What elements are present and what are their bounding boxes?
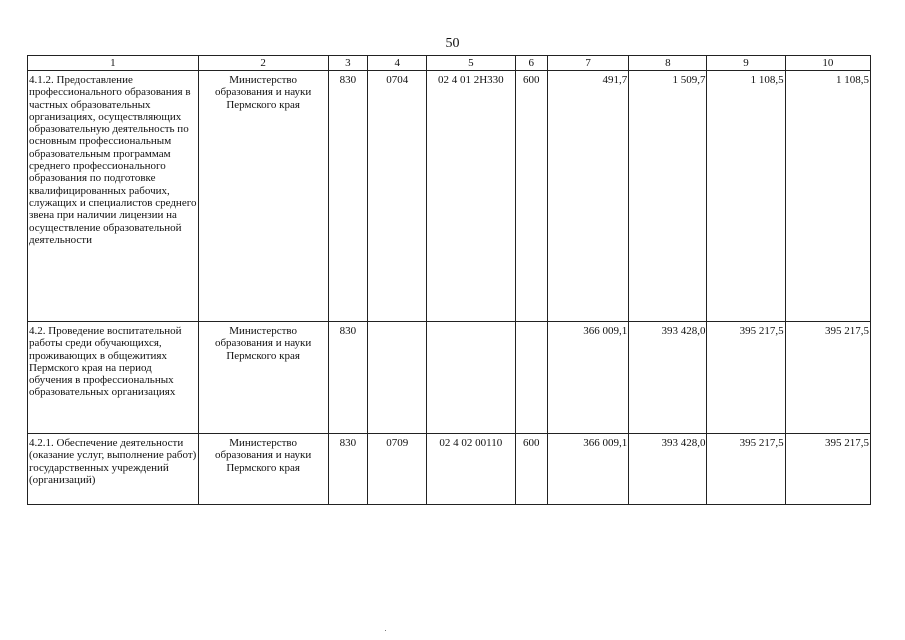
- amount-col9-cell: 1 108,5: [707, 71, 785, 322]
- expense-type-cell: 600: [515, 434, 548, 505]
- expense-type-cell: [515, 322, 548, 434]
- scan-artifact: [385, 630, 386, 631]
- amount-col9-cell: 395 217,5: [707, 322, 785, 434]
- amount-col9-cell: 395 217,5: [707, 434, 785, 505]
- amount-col10-cell: 1 108,5: [785, 71, 870, 322]
- amount-col8-cell: 393 428,0: [629, 434, 707, 505]
- activity-name-cell: 4.1.2. Предоставление профессионального образования в частных образовательных организациях, осуществляющих образовательную деятельность по основным профессиональным образовательным программам среднего профессионального образования по подготовке квалифицированных рабочих, служащих и специалистов среднего звена при наличии лицензии на осуществление образовательной деятельности: [28, 71, 199, 322]
- amount-col7-cell: 366 009,1: [548, 434, 629, 505]
- amount-col7-cell: 491,7: [548, 71, 629, 322]
- target-article-cell: [427, 322, 515, 434]
- grbs-code-cell: 830: [328, 322, 368, 434]
- column-header: 10: [785, 56, 870, 71]
- grbs-code-cell: 830: [328, 434, 368, 505]
- activity-name-cell: 4.2.1. Обеспечение деятельности (оказание услуг, выполнение работ) государственных учреждений (организаций): [28, 434, 199, 505]
- amount-col10-cell: 395 217,5: [785, 434, 870, 505]
- activity-name-cell: 4.2. Проведение воспитательной работы среди обучающихся, проживающих в общежитиях Пермского края на период обучения в профессиональных образовательных организациях: [28, 322, 199, 434]
- budget-table: [27, 55, 871, 505]
- page-number: 50: [445, 36, 460, 51]
- organization-cell: Министерство образования и науки Пермского края: [198, 322, 328, 434]
- amount-col8-cell: 393 428,0: [629, 322, 707, 434]
- section-code-cell: 0709: [368, 434, 427, 505]
- expense-type-cell: 600: [515, 71, 548, 322]
- column-header: 6: [515, 56, 548, 71]
- amount-col10-cell: 395 217,5: [785, 322, 870, 434]
- header-row: [28, 56, 871, 71]
- column-header: 4: [368, 56, 427, 71]
- organization-cell: Министерство образования и науки Пермского края: [198, 71, 328, 322]
- target-article-cell: 02 4 01 2Н330: [427, 71, 515, 322]
- table-row: [28, 434, 871, 505]
- grbs-code-cell: 830: [328, 71, 368, 322]
- organization-cell: Министерство образования и науки Пермского края: [198, 434, 328, 505]
- column-header: 3: [328, 56, 368, 71]
- table-row: [28, 71, 871, 322]
- column-header: 2: [198, 56, 328, 71]
- amount-col7-cell: 366 009,1: [548, 322, 629, 434]
- table-row: [28, 322, 871, 434]
- column-header: 9: [707, 56, 785, 71]
- column-header: 8: [629, 56, 707, 71]
- column-header: 1: [28, 56, 199, 71]
- column-header: 7: [548, 56, 629, 71]
- section-code-cell: 0704: [368, 71, 427, 322]
- section-code-cell: [368, 322, 427, 434]
- target-article-cell: 02 4 02 00110: [427, 434, 515, 505]
- column-header: 5: [427, 56, 515, 71]
- amount-col8-cell: 1 509,7: [629, 71, 707, 322]
